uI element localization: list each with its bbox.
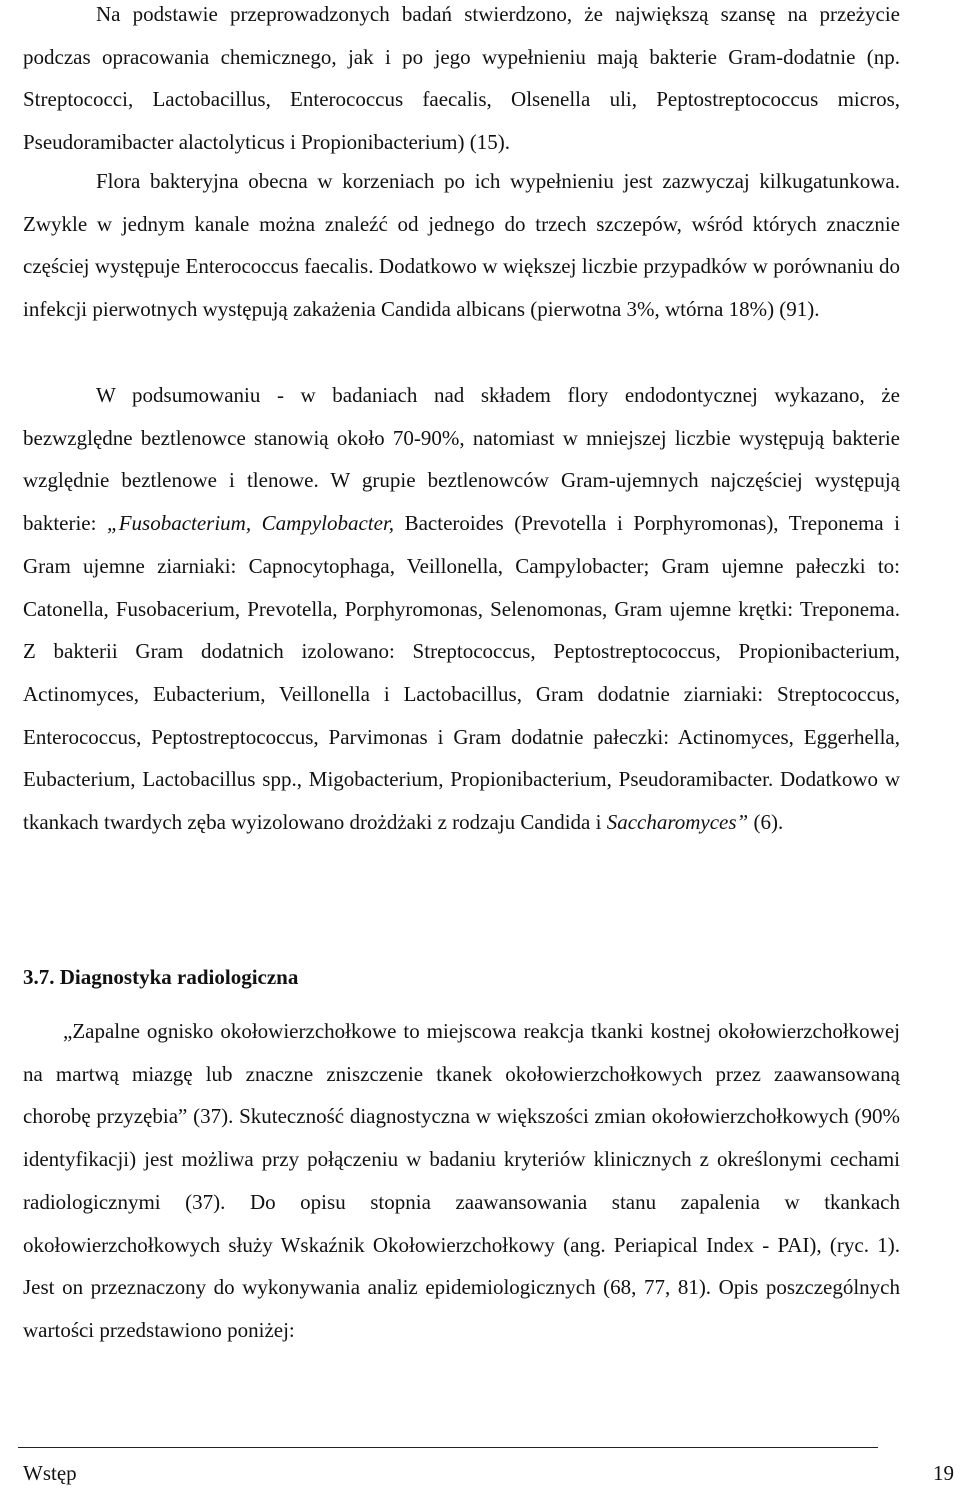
italic-run: Saccharomyces” [606, 810, 749, 835]
paragraph-text [23, 374, 900, 844]
text-run: W podsumowaniu - w badaniach nad składem flory endodontycznej wykazano, że bezwzględne beztlenowce stanowią około 70-90%, natomiast w mniejszej liczbie występują bakterie względnie beztlenowe i tlenowe. W grupie beztlenowców Gram-ujemnych najczęściej występują bakterie: [23, 383, 900, 536]
paragraph-text: „Zapalne ognisko okołowierzchołkowe to miejscowa reakcja tkanki kostnej okołowierzchołkowej na martwą miazgę lub znaczne zniszczenie tkanek okołowierzchołkowych przez zaawansowaną chorobę przyzębia” (37). Skuteczność diagnostyczna w większości zmian okołowierzchołkowych (90% identyfikacji) jest możliwa przy połączeniu w badaniu kryteriów klinicznych z określonymi cechami radiologicznymi (37). Do opisu stopnia zaawansowania stanu zapalenia w tkankach okołowierzchołkowych służy Wskaźnik Okołowierzchołkowy (ang. Periapical Index - PAI), (ryc. 1). Jest on przeznaczony do wykonywania analiz epidemiologicznych (68, 77, 81). Opis poszczególnych wartości przedstawiono poniżej: [23, 1019, 900, 1342]
paragraph-summary [23, 374, 900, 844]
paragraph-gram-positive [23, 0, 900, 164]
paragraph-text: Na podstawie przeprowadzonych badań stwierdzono, że największą szansę na przeżycie podczas opracowania chemicznego, jak i po jego wypełnieniu mają bakterie Gram-dodatnie (np. Streptococci, Lactobacillus, Enterococcus faecalis, Olsenella uli, Peptostreptococcus micros, Pseudoramibacter alactolyticus i Propionibacterium) (15). [23, 2, 900, 155]
italic-run: „Fusobacterium, Campylobacter, [107, 511, 395, 536]
text-run: Bacteroides (Prevotella i Porphyromonas), Treponema i Gram ujemne ziarniaki: Capnocytophaga, Veillonella, Campylobacter; Gram ujemne pałeczki to: Catonella, Fusobacerium, Prevotella, Porphyromonas, Selenomonas, Gram ujemne krętki: Treponema. Z bakterii Gram dodatnich izolowano: Streptococcus, Peptostreptococcus, Propionibacterium, Actinomyces, Eubacterium, Veillonella i Lactobacillus, Gram dodatnie ziarniaki: Streptococcus, Enterococcus, Peptostreptococcus, Parvimonas i Gram dodatnie pałeczki: Actinomyces, Eggerhella, Eubacterium, Lactobacillus spp., Migobacterium, Propionibacterium, Pseudoramibacter. Dodatkowo w tkankach twardych zęba wyizolowano drożdżaki z rodzaju Candida i [23, 511, 900, 835]
footer-page-number: 19 [933, 1461, 954, 1485]
paragraph-radiology [23, 1010, 900, 1352]
paragraph-flora [23, 160, 900, 331]
paragraph-text: Flora bakteryjna obecna w korzeniach po ich wypełnieniu jest zazwyczaj kilkugatunkowa. Zwykle w jednym kanale można znaleźć od jednego do trzech szczepów, wśród których znacznie częściej występuje Enterococcus faecalis. Dodatkowo w większej liczbie przypadków w porównaniu do infekcji pierwotnych występują zakażenia Candida albicans (pierwotna 3%, wtórna 18%) (91). [23, 169, 900, 322]
footer-divider [18, 1447, 878, 1448]
text-run: (6). [748, 810, 784, 835]
section-heading: 3.7. Diagnostyka radiologiczna [23, 965, 299, 989]
footer-chapter-label: Wstęp [23, 1461, 77, 1485]
